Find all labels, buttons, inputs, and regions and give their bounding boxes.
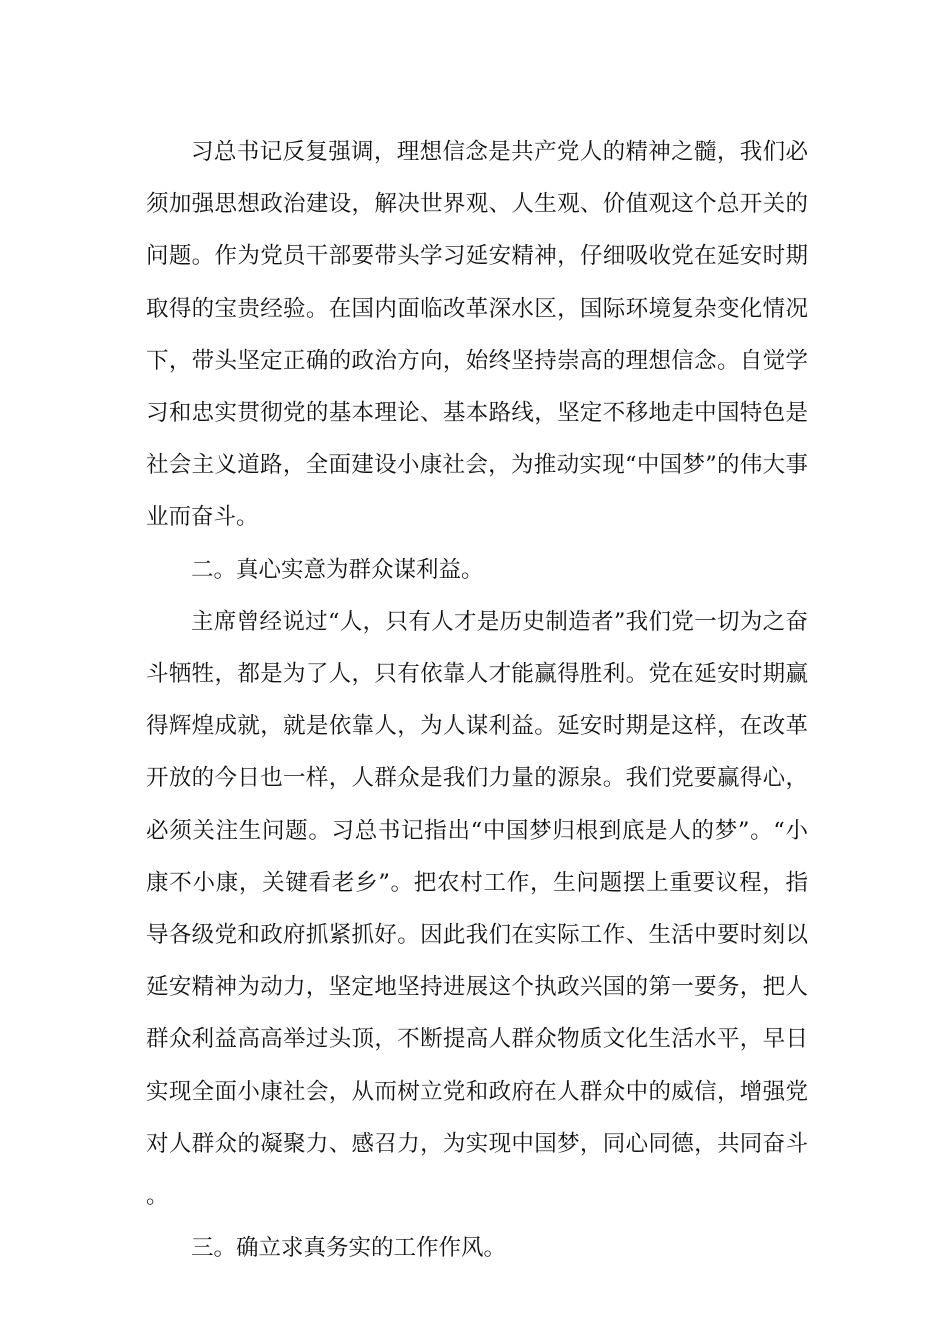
heading-section-three: 三。确立求真务实的工作作风。 (191, 1235, 507, 1262)
paragraph-people-interests: 主席曾经说过“人，只有人才是历史制造者”我们党一切为之奋斗牺牲，都是为了人，只有依靠人才能赢得胜利。党在延安时期赢得辉煌成就，就是依靠人，为人谋利益。延安时期是这样，在改革开放的今日也一样，人群众是我们力量的源泉。我们党要赢得心，必须关注生问题。习总书记指出“中国梦归根到底是人的梦”。“小康不小康，关键看老乡”。把农村工作，生问题摆上重要议程，指导各级党和政府抓紧抓好。因此我们在实际工作、生活中要时刻以延安精神为动力，坚定地坚持进展这个执政兴国的第一要务，把人群众利益高高举过头顶，不断提高人群众物质文化生活水平，早日实现全面小康社会，从而树立党和政府在人群众中的威信，增强党对人群众的凝聚力、感召力，为实现中国梦，同心同德，共同奋斗。 (146, 608, 808, 1210)
heading-section-two: 二。真心实意为群众谋利益。 (191, 556, 484, 583)
paragraph-ideals: 习总书记反复强调，理想信念是共产党人的精神之髓，我们必须加强思想政治建设，解决世界观、人生观、价值观这个总开关的问题。作为党员干部要带头学习延安精神，仔细吸收党在延安时期取得的宝贵经验。在国内面临改革深水区，国际环境复杂变化情况下，带头坚定正确的政治方向，始终坚持崇高的理想信念。自觉学习和忠实贯彻党的基本理论、基本路线，坚定不移地走中国特色是社会主义道路，全面建设小康社会，为推动实现“中国梦”的伟大事业而奋斗。 (146, 139, 808, 531)
body-text (146, 126, 808, 1274)
